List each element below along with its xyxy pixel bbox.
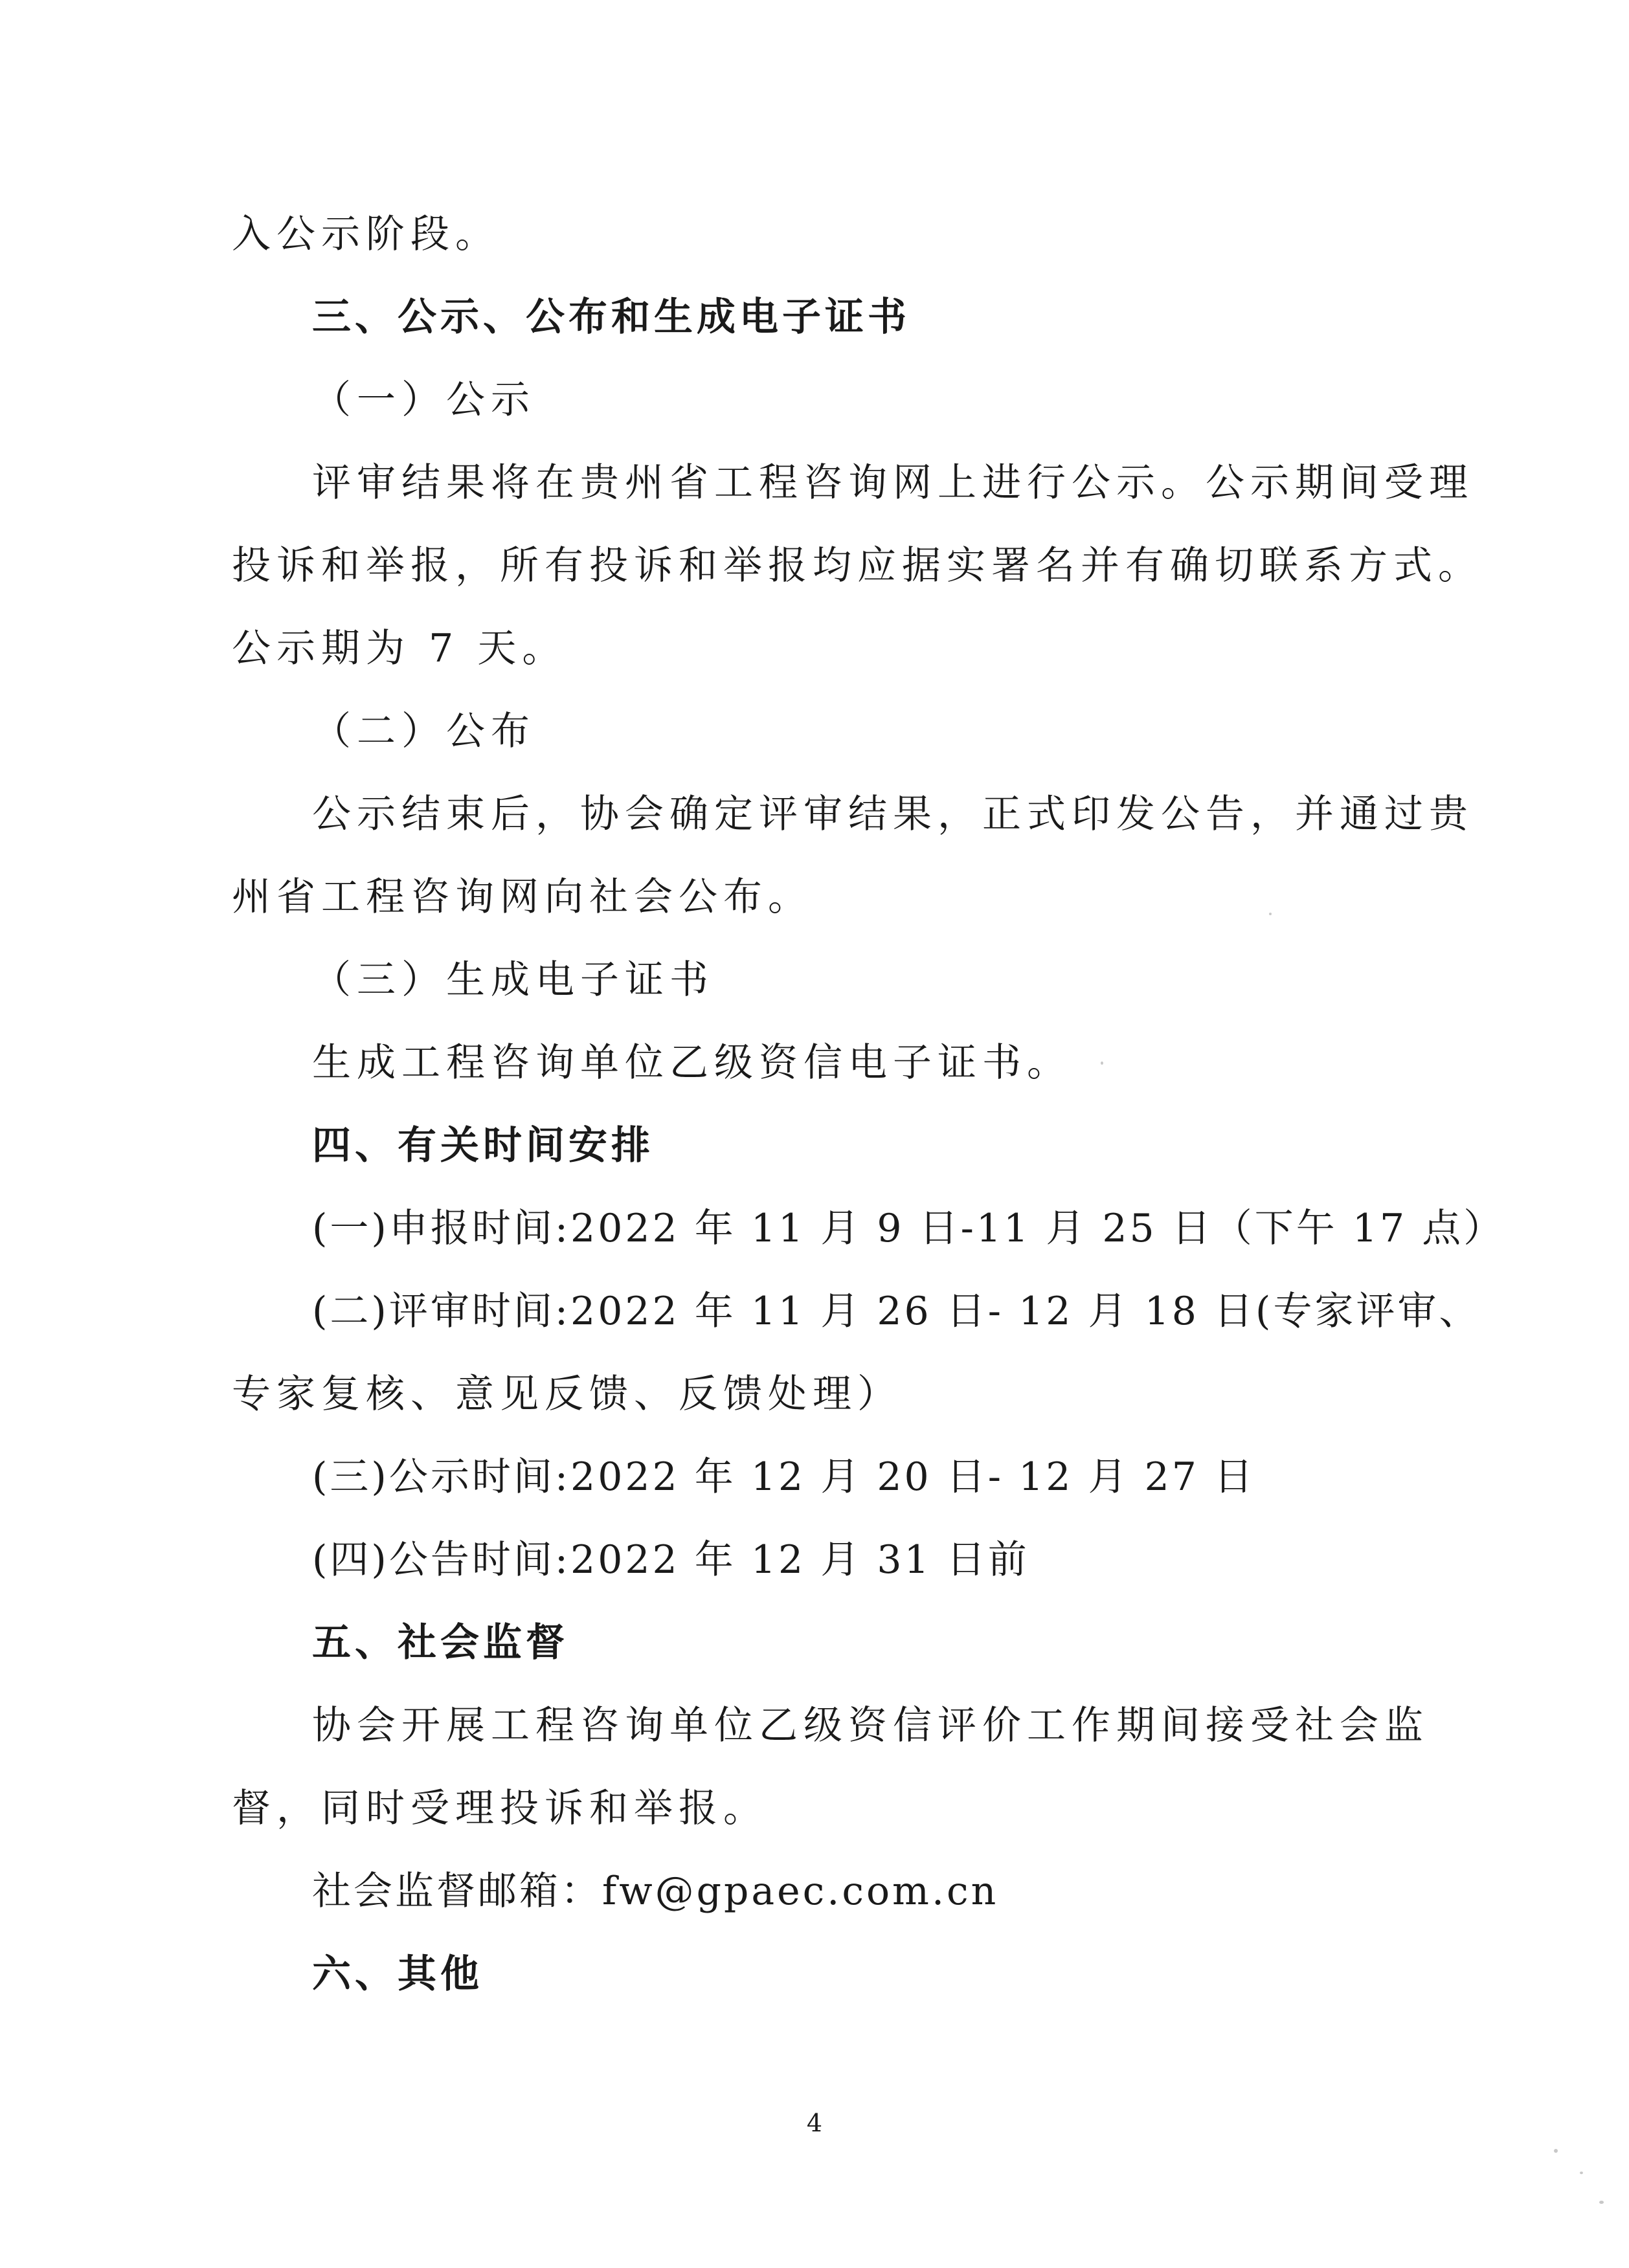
text-line: 投诉和举报，所有投诉和举报均应据实署名并有确切联系方式。: [232, 543, 1483, 588]
text-line: 评审结果将在贵州省工程咨询网上进行公示。公示期间受理: [312, 460, 1474, 506]
subsection-heading: （一）公示: [312, 377, 535, 423]
schedule-item: (三)公示时间:2022 年 12 月 20 日- 12 月 27 日: [312, 1454, 1256, 1500]
text-line: 生成工程咨询单位乙级资信电子证书。: [312, 1040, 1072, 1085]
section-heading: 三、公示、公布和生成电子证书: [312, 295, 910, 340]
schedule-item: (一)申报时间:2022 年 11 月 9 日-11 月 25 日（下午 17 点）: [312, 1206, 1505, 1251]
supervision-email: 社会监督邮箱：fw@gpaec.com.cn: [312, 1869, 999, 1914]
schedule-item: (二)评审时间:2022 年 11 月 26 日- 12 月 18 日(专家评审、: [312, 1289, 1481, 1334]
text-line: 州省工程咨询网向社会公布。: [232, 874, 813, 920]
schedule-item: (四)公告时间:2022 年 12 月 31 日前: [312, 1537, 1029, 1583]
section-heading: 六、其他: [312, 1951, 483, 1997]
text-line: 专家复核、意见反馈、反馈处理）: [232, 1372, 902, 1417]
text-line: 公示期为 7 天。: [232, 626, 567, 671]
scan-speck: [1101, 1062, 1103, 1065]
subsection-heading: （三）生成电子证书: [312, 957, 714, 1003]
scan-speck: [1269, 913, 1272, 915]
section-heading: 四、有关时间安排: [312, 1123, 654, 1168]
scan-speck: [1580, 2172, 1583, 2174]
text-line: 协会开展工程咨询单位乙级资信评价工作期间接受社会监: [312, 1703, 1429, 1748]
scan-speck: [1599, 2201, 1604, 2204]
text-line: 公示结束后，协会确定评审结果，正式印发公告，并通过贵: [312, 792, 1474, 837]
page-number: 4: [806, 2109, 823, 2137]
subsection-heading: （二）公布: [312, 709, 535, 754]
section-heading: 五、社会监督: [312, 1620, 568, 1665]
scan-speck: [1554, 2149, 1558, 2153]
text-line: 督，同时受理投诉和举报。: [232, 1786, 768, 1831]
text-line: 入公示阶段。: [232, 212, 500, 257]
